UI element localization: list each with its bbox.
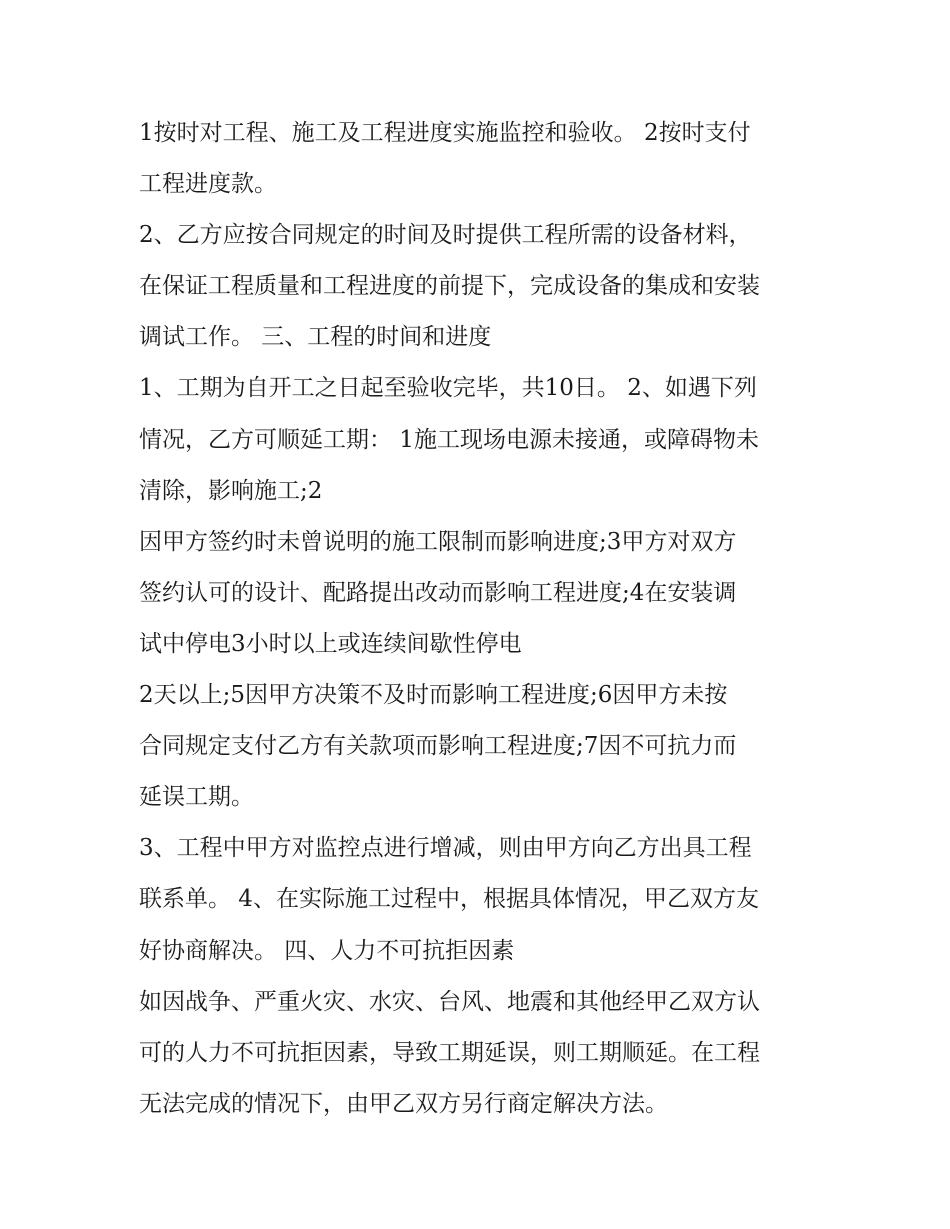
text-line-20: 无法完成的情况下，由甲乙双方另行商定解决方法。: [139, 1090, 668, 1117]
text-line-7: 情况，乙方可顺延工期： 1施工现场电源未接通，或障碍物未: [139, 426, 759, 453]
text-line-2: 工程进度款。: [139, 171, 277, 198]
text-line-11: 试中停电3小时以上或连续间歇性停电: [139, 630, 522, 657]
text-line-3: 2、乙方应按合同规定的时间及时提供工程所需的设备材料，: [139, 222, 752, 249]
text-line-1: 1按时对工程、施工及工程进度实施监控和验收。 2按时支付: [139, 120, 751, 146]
text-line-10: 签约认可的设计、配路提出改动而影响工程进度;4在安装调: [139, 579, 737, 606]
text-line-9: 因甲方签约时未曾说明的施工限制而影响进度;3甲方对双方: [139, 528, 737, 555]
text-line-19: 可的人力不可抗拒因素，导致工期延误，则工期顺延。在工程: [139, 1039, 760, 1066]
text-line-5: 调试工作。 三、工程的时间和进度: [139, 324, 492, 351]
text-line-6: 1、工期为自开工之日起至验收完毕，共10日。 2、如遇下列: [139, 375, 757, 402]
text-line-14: 延误工期。: [139, 784, 254, 811]
text-line-15: 3、工程中甲方对监控点进行增减，则由甲方向乙方出具工程: [139, 835, 752, 862]
text-line-16: 联系单。 4、在实际施工过程中，根据具体情况，甲乙双方友: [139, 886, 759, 913]
text-line-4: 在保证工程质量和工程进度的前提下，完成设备的集成和安装: [139, 273, 760, 300]
text-line-12: 2天以上;5因甲方决策不及时而影响工程进度;6因甲方未按: [139, 682, 728, 709]
text-line-13: 合同规定支付乙方有关款项而影响工程进度;7因不可抗力而: [139, 733, 737, 760]
text-line-18: 如因战争、严重火灾、水灾、台风、地震和其他经甲乙双方认: [139, 988, 760, 1015]
text-line-8: 清除，影响施工;2: [139, 477, 323, 504]
document-body: [139, 108, 829, 1130]
text-line-17: 好协商解决。 四、人力不可抗拒因素: [139, 937, 515, 964]
